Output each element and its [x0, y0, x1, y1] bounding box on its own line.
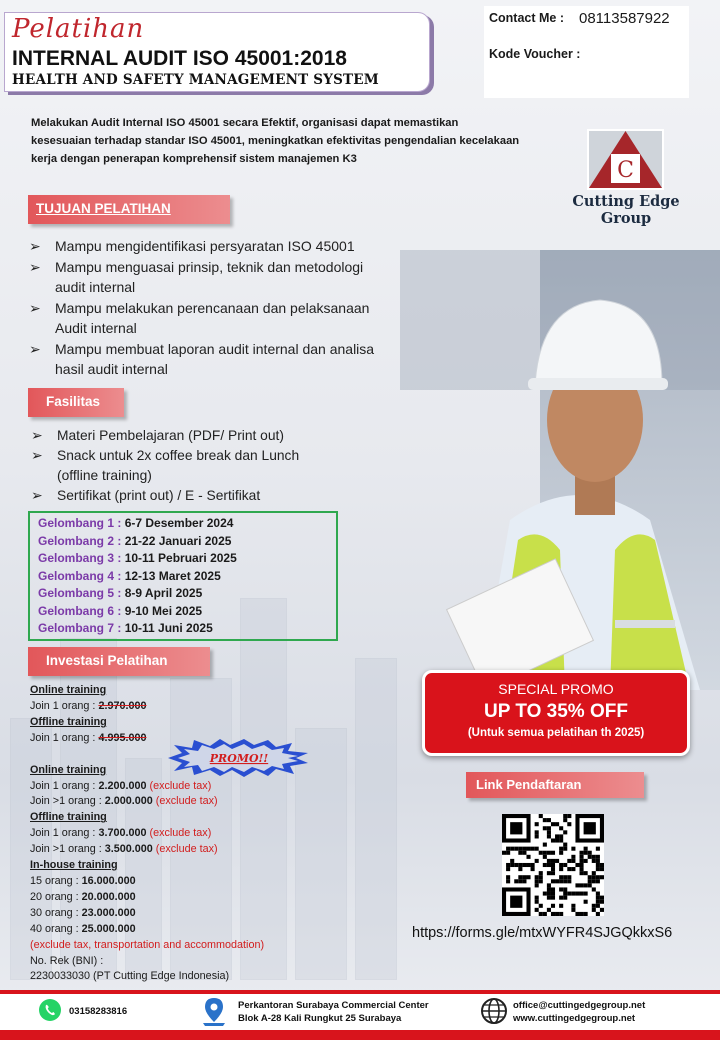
- tujuan-item: [29, 298, 429, 339]
- tujuan-item-text: Audit internal: [55, 320, 137, 336]
- tujuan-item-text: Mampu membuat laporan audit internal dan analisa: [55, 340, 375, 357]
- tujuan-heading: TUJUAN PELATIHAN: [28, 195, 230, 224]
- schedule-row: [38, 516, 237, 534]
- schedule-wave-label: Gelombang 4 :: [38, 568, 122, 583]
- pricing-list: [30, 683, 390, 985]
- footer-email[interactable]: office@cuttingedgegroup.net: [513, 1000, 646, 1011]
- offline-label: Offline training: [30, 811, 107, 824]
- tujuan-item-text: audit internal: [55, 279, 136, 295]
- schedule-row: [38, 586, 237, 604]
- inhouse-note: (exclude tax, transportation and accommodation): [30, 938, 265, 951]
- globe-icon: [480, 997, 508, 1025]
- arrow-bullet-icon: ➢: [29, 238, 41, 254]
- intro-paragraph: Melakukan Audit Internal ISO 45001 secara Efektif, organisasi dapat memastikan kesesuaian terhadap standar ISO 45001, meningkatkan efektivitas pengendalian kecelakaan kerja dengan penerapan komprehensif sistem manajemen K3: [31, 117, 520, 165]
- script-title: Pelatihan: [12, 14, 145, 44]
- online-label: Online training: [30, 763, 107, 776]
- online-price-1: Join 1 orang : 2.200.000 (exclude tax): [30, 779, 212, 792]
- voucher-label: Kode Voucher :: [489, 47, 581, 61]
- tujuan-item: [29, 236, 429, 257]
- schedule-date: 21-22 Januari 2025: [124, 533, 232, 548]
- inhouse-price-row: 30 orang : 23.000.000: [30, 906, 136, 919]
- arrow-bullet-icon: ➢: [29, 340, 41, 357]
- footer-bottom-bar: [0, 1030, 720, 1040]
- page-subtitle: HEALTH AND SAFETY MANAGEMENT SYSTEM: [12, 72, 379, 88]
- worker-photo: [400, 250, 720, 690]
- footer-website[interactable]: www.cuttingedgegroup.net: [513, 1013, 636, 1024]
- tujuan-item: [29, 257, 429, 298]
- bank-label: No. Rek (BNI) :: [30, 954, 104, 967]
- online-old-price: 2.970.000: [98, 699, 147, 712]
- contact-label: Contact Me :: [489, 11, 564, 25]
- schedule-wave-label: Gelombang 2 :: [38, 533, 122, 548]
- logo-name-line1: Cutting Edge: [572, 193, 680, 210]
- tujuan-list: [29, 236, 429, 380]
- schedule-row: [38, 621, 237, 639]
- schedule-wave-label: Gelombang 7 :: [38, 621, 122, 635]
- bank-account: 2230033030 (PT Cutting Edge Indonesia): [30, 970, 230, 983]
- offline-old-price: 4.995.000: [98, 731, 147, 744]
- registration-url[interactable]: https://forms.gle/mtxWYFR4SJGQkkxS6: [412, 925, 673, 941]
- offline-old-row: Join 1 orang : 4.995.000: [30, 731, 147, 744]
- offline-old-label: Offline training: [30, 715, 107, 728]
- schedule-row: [38, 534, 237, 552]
- arrow-bullet-icon: ➢: [31, 448, 43, 463]
- logo-name-line2: Group: [600, 210, 652, 227]
- online-old-row: Join 1 orang : 2.970.000: [30, 699, 147, 712]
- arrow-bullet-icon: ➢: [29, 299, 41, 316]
- contact-phone[interactable]: 08113587922: [579, 10, 670, 27]
- arrow-bullet-icon: ➢: [31, 428, 43, 443]
- logo-name: [566, 193, 686, 227]
- inhouse-price-row: 40 orang : 25.000.000: [30, 922, 136, 935]
- inhouse-label: In-house training: [30, 859, 118, 872]
- schedule-box: [28, 511, 338, 641]
- investasi-heading: Investasi Pelatihan: [28, 647, 210, 676]
- tujuan-item: [29, 339, 429, 380]
- fasilitas-item-text: Snack untuk 2x coffee break dan Lunch: [57, 448, 300, 463]
- schedule-date: 9-10 Mei 2025: [124, 603, 203, 618]
- schedule-date: 8-9 April 2025: [124, 586, 203, 600]
- online-price-2: Join >1 orang : 2.000.000 (exclude tax): [30, 795, 218, 808]
- location-pin-icon: [201, 997, 227, 1027]
- schedule-date: 12-13 Maret 2025: [124, 568, 221, 583]
- schedule-wave-label: Gelombang 6 :: [38, 603, 122, 618]
- promo-line2: UP TO 35% OFF: [484, 701, 628, 722]
- promo-line3: (Untuk semua pelatihan th 2025): [467, 727, 645, 739]
- promo-line1: SPECIAL PROMO: [498, 681, 614, 697]
- schedule-row: [38, 604, 237, 622]
- fasilitas-heading: Fasilitas: [28, 388, 124, 417]
- arrow-bullet-icon: ➢: [31, 488, 43, 503]
- fasilitas-item-text: Materi Pembelajaran (PDF/ Print out): [57, 428, 284, 443]
- promo-badge-text: PROMO!!: [209, 752, 269, 765]
- online-old-label: Online training: [30, 684, 107, 696]
- footer-phone[interactable]: 03158283816: [69, 1006, 128, 1017]
- footer-address-line2: Blok A-28 Kali Rungkut 25 Surabaya: [238, 1013, 402, 1024]
- schedule-row: [38, 569, 237, 587]
- fasilitas-item: [31, 486, 391, 506]
- schedule-wave-label: Gelombang 3 :: [38, 551, 122, 565]
- fasilitas-list: [31, 426, 391, 506]
- schedule-rows: [38, 516, 237, 639]
- promo-badge-icon: [168, 739, 310, 777]
- tujuan-item-text: Mampu mengidentifikasi persyaratan ISO 45001: [55, 238, 355, 254]
- inhouse-price-row: 15 orang : 16.000.000: [30, 874, 136, 887]
- fasilitas-item-text: Sertifikat (print out) / E - Sertifikat: [57, 488, 261, 503]
- page-title: INTERNAL AUDIT ISO 45001:2018: [12, 47, 347, 70]
- contact-box: [484, 6, 689, 98]
- schedule-wave-label: Gelombang 5 :: [38, 586, 122, 600]
- footer-address-line1: Perkantoran Surabaya Commercial Center: [238, 1000, 429, 1011]
- fasilitas-item: [31, 426, 391, 446]
- whatsapp-icon: [38, 998, 62, 1022]
- qr-code-icon[interactable]: [502, 814, 604, 916]
- tujuan-item-text: hasil audit internal: [55, 361, 168, 377]
- offline-price-2: Join >1 orang : 3.500.000 (exclude tax): [30, 843, 218, 856]
- tujuan-item-text: Mampu menguasai prinsip, teknik dan metodologi: [55, 258, 364, 275]
- fasilitas-item: [31, 446, 391, 486]
- inhouse-price-row: 20 orang : 20.000.000: [30, 890, 136, 903]
- fasilitas-item-text: (offline training): [57, 468, 152, 483]
- special-promo-card: [422, 670, 690, 756]
- tujuan-item-text: Mampu melakukan perencanaan dan pelaksanaan: [55, 299, 370, 316]
- cutting-edge-logo-icon: [587, 129, 664, 190]
- schedule-date: 10-11 Pebruari 2025: [124, 551, 237, 565]
- arrow-bullet-icon: ➢: [29, 258, 41, 275]
- schedule-date: 10-11 Juni 2025: [124, 621, 213, 635]
- schedule-row: [38, 551, 237, 569]
- registration-heading: Link Pendaftaran: [466, 772, 644, 798]
- schedule-date: 6-7 Desember 2024: [124, 516, 234, 530]
- footer: [0, 994, 720, 1030]
- schedule-wave-label: Gelombang 1 :: [38, 516, 122, 530]
- offline-price-1: Join 1 orang : 3.700.000 (exclude tax): [30, 827, 212, 840]
- logo-letter: C: [617, 158, 634, 183]
- inhouse-rows: [30, 874, 390, 938]
